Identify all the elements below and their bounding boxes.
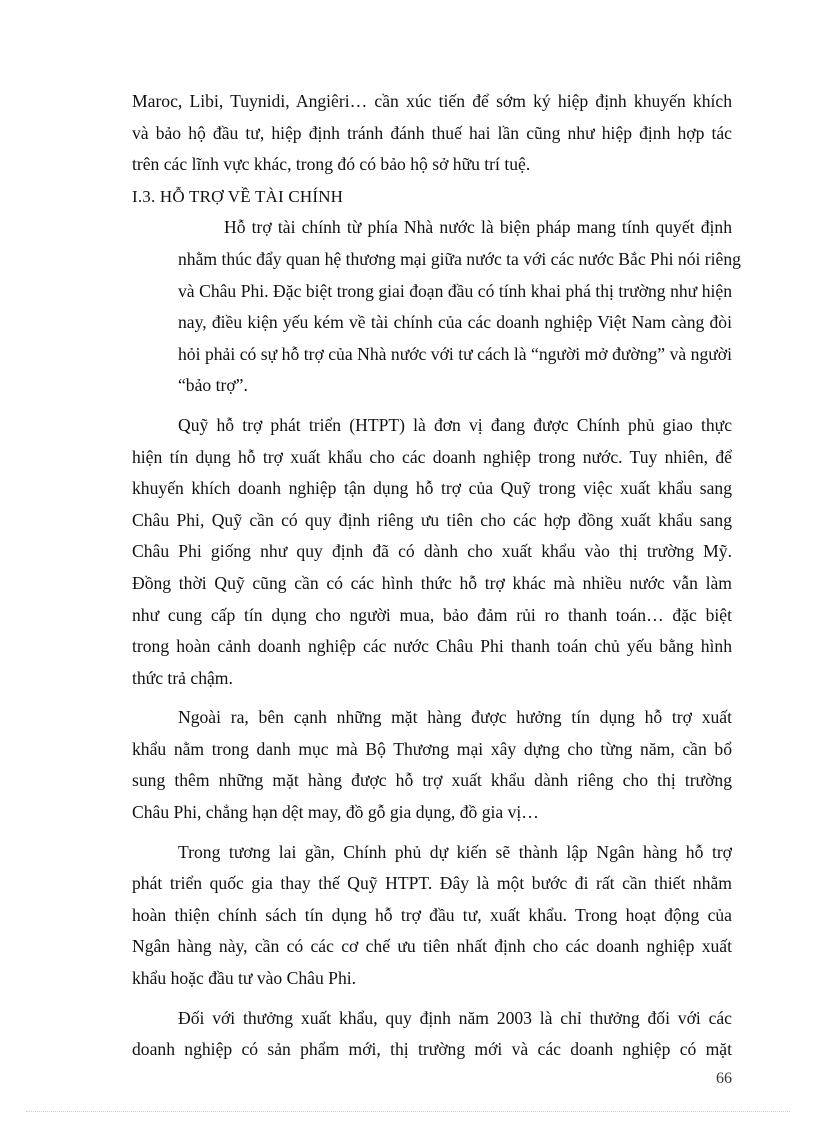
text-line: Đối với thưởng xuất khẩu, quy định năm 2003 là chỉ thưởng đối với các xyxy=(178,1007,732,1028)
text-line: Châu Phi giống như quy định đã có dành cho xuất khẩu vào thị trường Mỹ. xyxy=(132,541,732,562)
text-line: và Châu Phi. Đặc biệt trong giai đoạn đầu có tính khai phá thị trường như hiện xyxy=(178,280,732,301)
text-line: khuyến khích doanh nghiệp tận dụng hỗ trợ của Quỹ trong việc xuất khẩu sang xyxy=(132,478,732,499)
text-line: khẩu nằm trong danh mục mà Bộ Thương mại xây dựng cho từng năm, cần bổ xyxy=(132,738,732,759)
text-line: và bảo hộ đầu tư, hiệp định tránh đánh thuế hai lần cũng như hiệp định hợp tác xyxy=(132,122,732,143)
text-line: khẩu hoặc đầu tư vào Châu Phi. xyxy=(132,968,357,989)
paragraph-financial-support xyxy=(132,212,741,402)
text-line: trong hoàn cảnh doanh nghiệp các nước Châu Phi thanh toán chủ yếu bằng hình xyxy=(132,636,732,657)
text-line: Châu Phi, Quỹ cần có quy định riêng ưu tiên cho các hợp đồng xuất khẩu sang xyxy=(132,509,732,530)
text-line: nay, điều kiện yếu kém về tài chính của các doanh nghiệp Việt Nam càng đòi xyxy=(178,312,732,333)
text-line: Châu Phi, chẳng hạn dệt may, đồ gỗ gia dụng, đồ gia vị… xyxy=(132,802,539,823)
text-line: hỏi phải có sự hỗ trợ của Nhà nước với tư cách là “người mở đường” và người xyxy=(178,343,732,364)
section-heading: I.3. HỖ TRỢ VỀ TÀI CHÍNH xyxy=(132,186,344,206)
paragraph-development-fund xyxy=(132,410,732,694)
text-line: Ngoài ra, bên cạnh những mặt hàng được hưởng tín dụng hỗ trợ xuất xyxy=(178,707,732,728)
text-line: Maroc, Libi, Tuynidi, Angiêri… cần xúc tiến để sớm ký hiệp định khuyến khích xyxy=(132,91,732,111)
text-line: phát triển quốc gia thay thế Quỹ HTPT. Đây là một bước đi rất cần thiết nhằm xyxy=(132,873,732,894)
paragraph-export-goods xyxy=(132,702,732,828)
footer-divider xyxy=(26,1111,790,1112)
paragraph-development-bank xyxy=(132,837,732,995)
text-line: doanh nghiệp có sản phẩm mới, thị trường mới và các doanh nghiệp có mặt xyxy=(132,1039,732,1060)
text-line: như cung cấp tín dụng cho người mua, bảo đảm rủi ro thanh toán… đặc biệt xyxy=(132,604,732,625)
text-line: trên các lĩnh vực khác, trong đó có bảo hộ sở hữu trí tuệ. xyxy=(132,154,531,175)
paragraph-export-bonus xyxy=(132,1003,732,1066)
text-line: sung thêm những mặt hàng được hỗ trợ xuất khẩu dành riêng cho thị trường xyxy=(132,770,732,791)
text-line: Đồng thời Quỹ cũng cần có các hình thức hỗ trợ khác mà nhiều nước vẫn làm xyxy=(132,572,732,593)
text-line: Hỗ trợ tài chính từ phía Nhà nước là biện pháp mang tính quyết định xyxy=(224,217,732,238)
text-line: “bảo trợ”. xyxy=(178,375,248,396)
document-body xyxy=(132,86,741,1066)
text-line: hoàn thiện chính sách tín dụng hỗ trợ đầu tư, xuất khẩu. Trong hoạt động của xyxy=(132,904,732,925)
opening-paragraph xyxy=(132,86,732,181)
text-line: hiện tín dụng hỗ trợ xuất khẩu cho các doanh nghiệp trong nước. Tuy nhiên, để xyxy=(132,446,732,467)
text-line: Trong tương lai gần, Chính phủ dự kiến sẽ thành lập Ngân hàng hỗ trợ xyxy=(178,841,732,862)
text-line: thức trả chậm. xyxy=(132,667,233,688)
text-line: nhằm thúc đẩy quan hệ thương mại giữa nước ta với các nước Bắc Phi nói riêng xyxy=(178,248,741,269)
page-number: 66 xyxy=(716,1070,732,1087)
text-line: Ngân hàng này, cần có các cơ chế ưu tiên nhất định cho các doanh nghiệp xuất xyxy=(132,936,732,957)
text-line: Quỹ hỗ trợ phát triển (HTPT) là đơn vị đang được Chính phủ giao thực xyxy=(178,414,732,435)
